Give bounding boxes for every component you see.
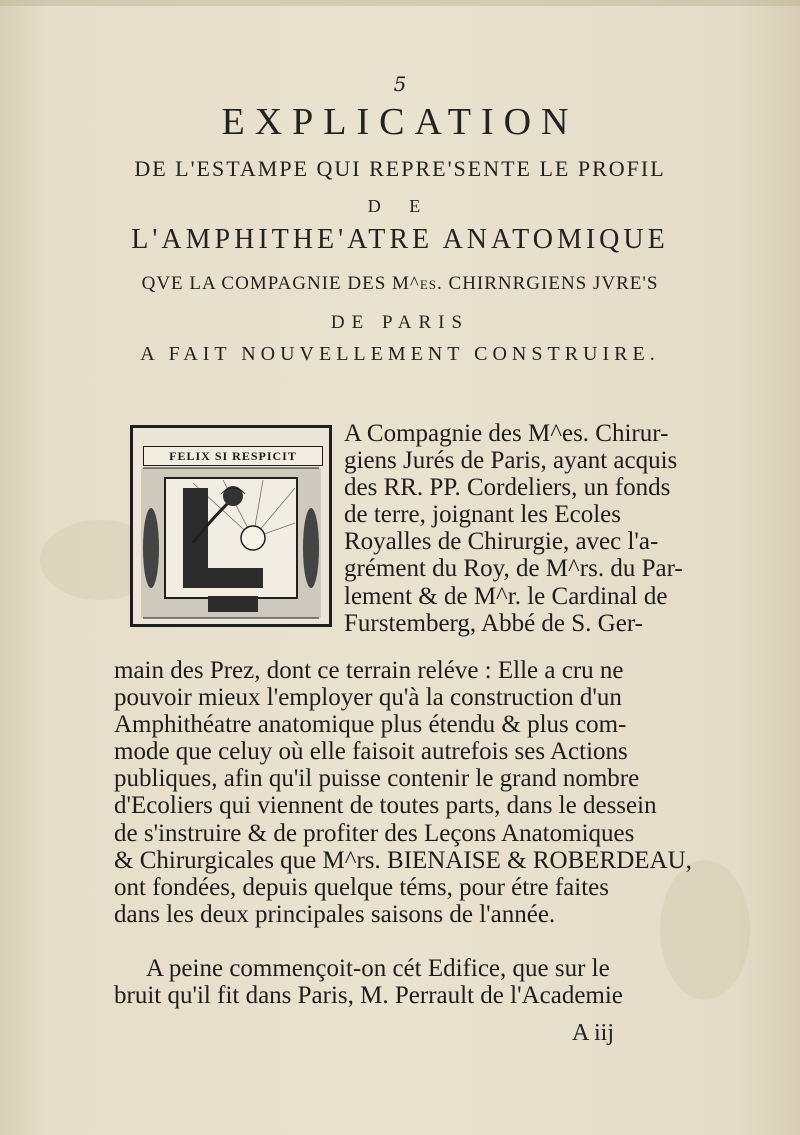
text-line: de terre, joignant les Ecoles — [344, 501, 621, 529]
text-line: A peine commençoit-on cét Edifice, que sur le — [146, 955, 610, 982]
subtitle-line: A FAIT NOUVELLEMENT CONSTRUIRE. — [140, 343, 660, 365]
text-line: giens Jurés de Paris, ayant acquis — [344, 447, 678, 475]
text-line: dans les deux principales saisons de l'année. — [114, 900, 556, 928]
subtitle-line: D E — [367, 196, 433, 216]
subtitle-line: DE PARIS — [330, 312, 470, 333]
text-line: pouvoir mieux l'employer qu'à la construction d'un — [114, 684, 622, 712]
paragraph-intro-wrapped — [344, 420, 704, 637]
text-line: des RR. PP. Cordeliers, un fonds — [344, 474, 671, 502]
text-line: Royalles de Chirurgie, avec l'a- — [344, 528, 659, 556]
text-line: mode que celuy où elle faisoit autrefois ses Actions — [114, 738, 628, 766]
text-line: grément du Roy, de M^rs. du Par- — [344, 555, 683, 583]
subtitle-line: L'AMPHITHE'ATRE ANATOMIQUE — [131, 224, 669, 255]
text-line: main des Prez, dont ce terrain reléve : Elle a cru ne — [114, 657, 624, 684]
page-number: 5 — [393, 72, 407, 96]
paragraph-intro-full — [114, 657, 704, 928]
page-edge — [0, 0, 800, 6]
text-line: & Chirurgicales que M^rs. BIENAISE & ROBERDEAU, — [114, 846, 692, 874]
motto-banner: FELIX SI RESPICIT — [143, 446, 323, 466]
text-line: ont fondées, depuis quelque téms, pour étre faites — [114, 873, 609, 901]
text-line: Furstemberg, Abbé de S. Ger- — [344, 609, 643, 637]
text-line: Amphithéatre anatomique plus étendu & plus com- — [114, 711, 627, 739]
paragraph-second — [114, 955, 704, 1009]
text-line: d'Ecoliers qui viennent de toutes parts, dans le dessein — [114, 792, 657, 820]
signature-mark: A iij — [572, 1020, 615, 1046]
text-line: bruit qu'il fit dans Paris, M. Perrault de l'Academie — [114, 982, 623, 1010]
text-line: lement & de M^r. le Cardinal de — [344, 582, 668, 610]
text-line: publiques, afin qu'il puisse contenir le grand nombre — [114, 765, 640, 793]
page-title: EXPLICATION — [221, 101, 579, 143]
subtitle-line: QVE LA COMPAGNIE DES M^es. CHIRNRGIENS JVRE'S — [141, 273, 659, 294]
text-line: de s'instruire & de profiter des Leçons Anatomiques — [114, 819, 635, 847]
decorated-initial-l — [130, 425, 332, 627]
subtitle-line: DE L'ESTAMPE QUI REPRE'SENTE LE PROFIL — [134, 156, 666, 181]
text-line: A Compagnie des M^es. Chirur- — [344, 420, 669, 447]
